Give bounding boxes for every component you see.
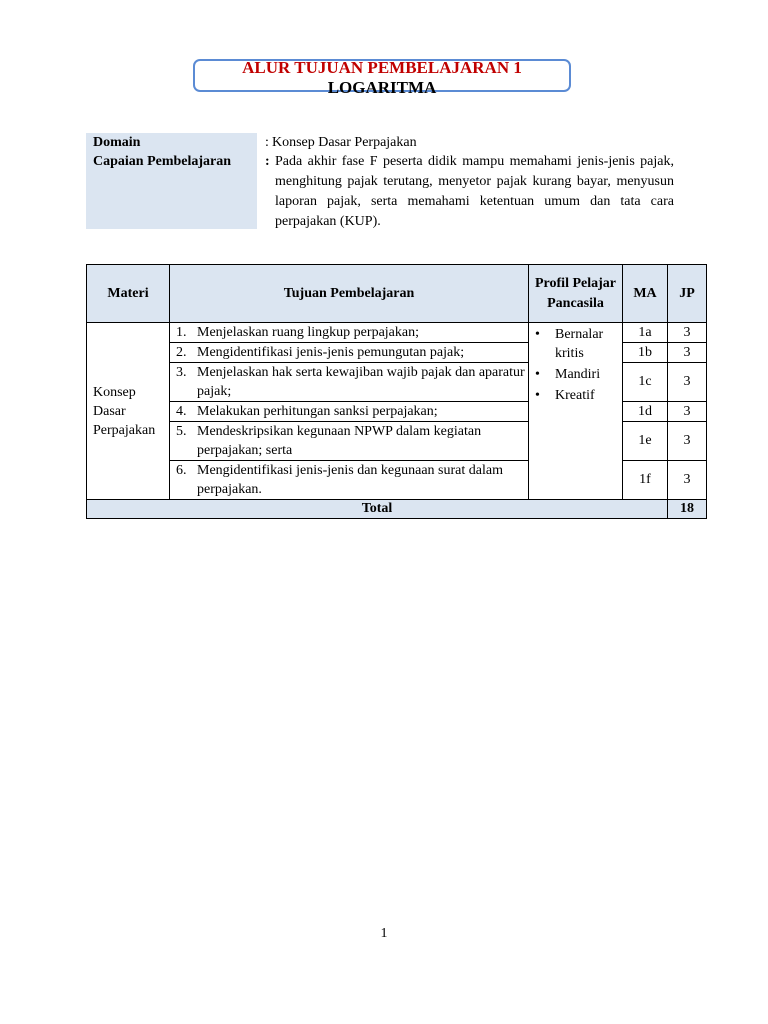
- header-profil: Profil Pelajar Pancasila: [529, 265, 623, 323]
- objective-text: Menjelaskan hak serta kewajiban wajib pajak dan aparatur pajak;: [197, 365, 525, 399]
- profil-cell: [529, 323, 623, 500]
- objective-text: Melakukan perhitungan sanksi perpajakan;: [197, 404, 438, 419]
- objective-number: 2.: [176, 345, 187, 360]
- objective-cell: [170, 461, 529, 500]
- header-ma: MA: [623, 265, 668, 323]
- ma-cell: 1d: [623, 402, 668, 422]
- table-header-row: [87, 265, 707, 323]
- table-row: [87, 323, 707, 343]
- profil-item: [535, 365, 622, 384]
- bullet-icon: •: [535, 327, 540, 342]
- profil-text: Kreatif: [555, 388, 595, 403]
- capaian-value: Pada akhir fase F peserta didik mampu memahami jenis-jenis pajak, menghitung pajak terutang, menyetor pajak kurang bayar, menyusun laporan pajak, serta memahami ketentuan umum dan tata cara perpajakan (KUP).: [275, 154, 674, 229]
- objective-number: 1.: [176, 325, 187, 340]
- objective-cell: [170, 363, 529, 402]
- domain-value: Konsep Dasar Perpajakan: [272, 135, 417, 150]
- jp-cell: 3: [668, 323, 707, 343]
- objective-text: Mengidentifikasi jenis-jenis dan kegunaan surat dalam perpajakan.: [197, 463, 503, 497]
- objective-number: 3.: [176, 365, 187, 380]
- header-tujuan: Tujuan Pembelajaran: [170, 265, 529, 323]
- capaian-label: Capaian Pembelajaran: [93, 154, 232, 169]
- objective-cell: [170, 422, 529, 461]
- bullet-icon: •: [535, 388, 540, 403]
- domain-label: Domain: [93, 135, 141, 150]
- objective-cell: [170, 402, 529, 422]
- ma-cell: 1e: [623, 422, 668, 461]
- objective-text: Menjelaskan ruang lingkup perpajakan;: [197, 325, 419, 340]
- objective-number: 5.: [176, 424, 187, 439]
- jp-cell: 3: [668, 343, 707, 363]
- title-box: [193, 58, 571, 97]
- capaian-colon: :: [265, 154, 270, 169]
- jp-cell: 3: [668, 422, 707, 461]
- page-number: 1: [380, 926, 388, 941]
- ma-cell: 1f: [623, 461, 668, 500]
- total-row: [87, 500, 707, 519]
- ma-cell: 1c: [623, 363, 668, 402]
- profil-item: [535, 386, 622, 405]
- header-jp: JP: [668, 265, 707, 323]
- ma-cell: 1a: [623, 323, 668, 343]
- objective-cell: [170, 323, 529, 343]
- jp-cell: 3: [668, 402, 707, 422]
- objective-cell: [170, 343, 529, 363]
- document-subtitle: LOGARITMA: [327, 78, 437, 97]
- jp-cell: 3: [668, 363, 707, 402]
- profil-text: Bernalar kritis: [555, 327, 604, 361]
- objective-number: 4.: [176, 404, 187, 419]
- total-value: 18: [668, 500, 707, 519]
- materi-cell: Konsep Dasar Perpajakan: [87, 323, 170, 500]
- header-materi: Materi: [87, 265, 170, 323]
- profil-text: Mandiri: [555, 367, 601, 382]
- learning-objectives-table: [86, 264, 707, 519]
- bullet-icon: •: [535, 367, 540, 382]
- ma-cell: 1b: [623, 343, 668, 363]
- jp-cell: 3: [668, 461, 707, 500]
- objective-text: Mengidentifikasi jenis-jenis pemungutan pajak;: [197, 345, 465, 360]
- document-title: ALUR TUJUAN PEMBELAJARAN 1: [242, 58, 522, 77]
- objective-text: Mendeskripsikan kegunaan NPWP dalam kegiatan perpajakan; serta: [197, 424, 482, 458]
- total-label: Total: [87, 500, 668, 519]
- domain-colon: :: [265, 135, 269, 150]
- profil-item: [535, 325, 622, 363]
- objective-number: 6.: [176, 463, 187, 478]
